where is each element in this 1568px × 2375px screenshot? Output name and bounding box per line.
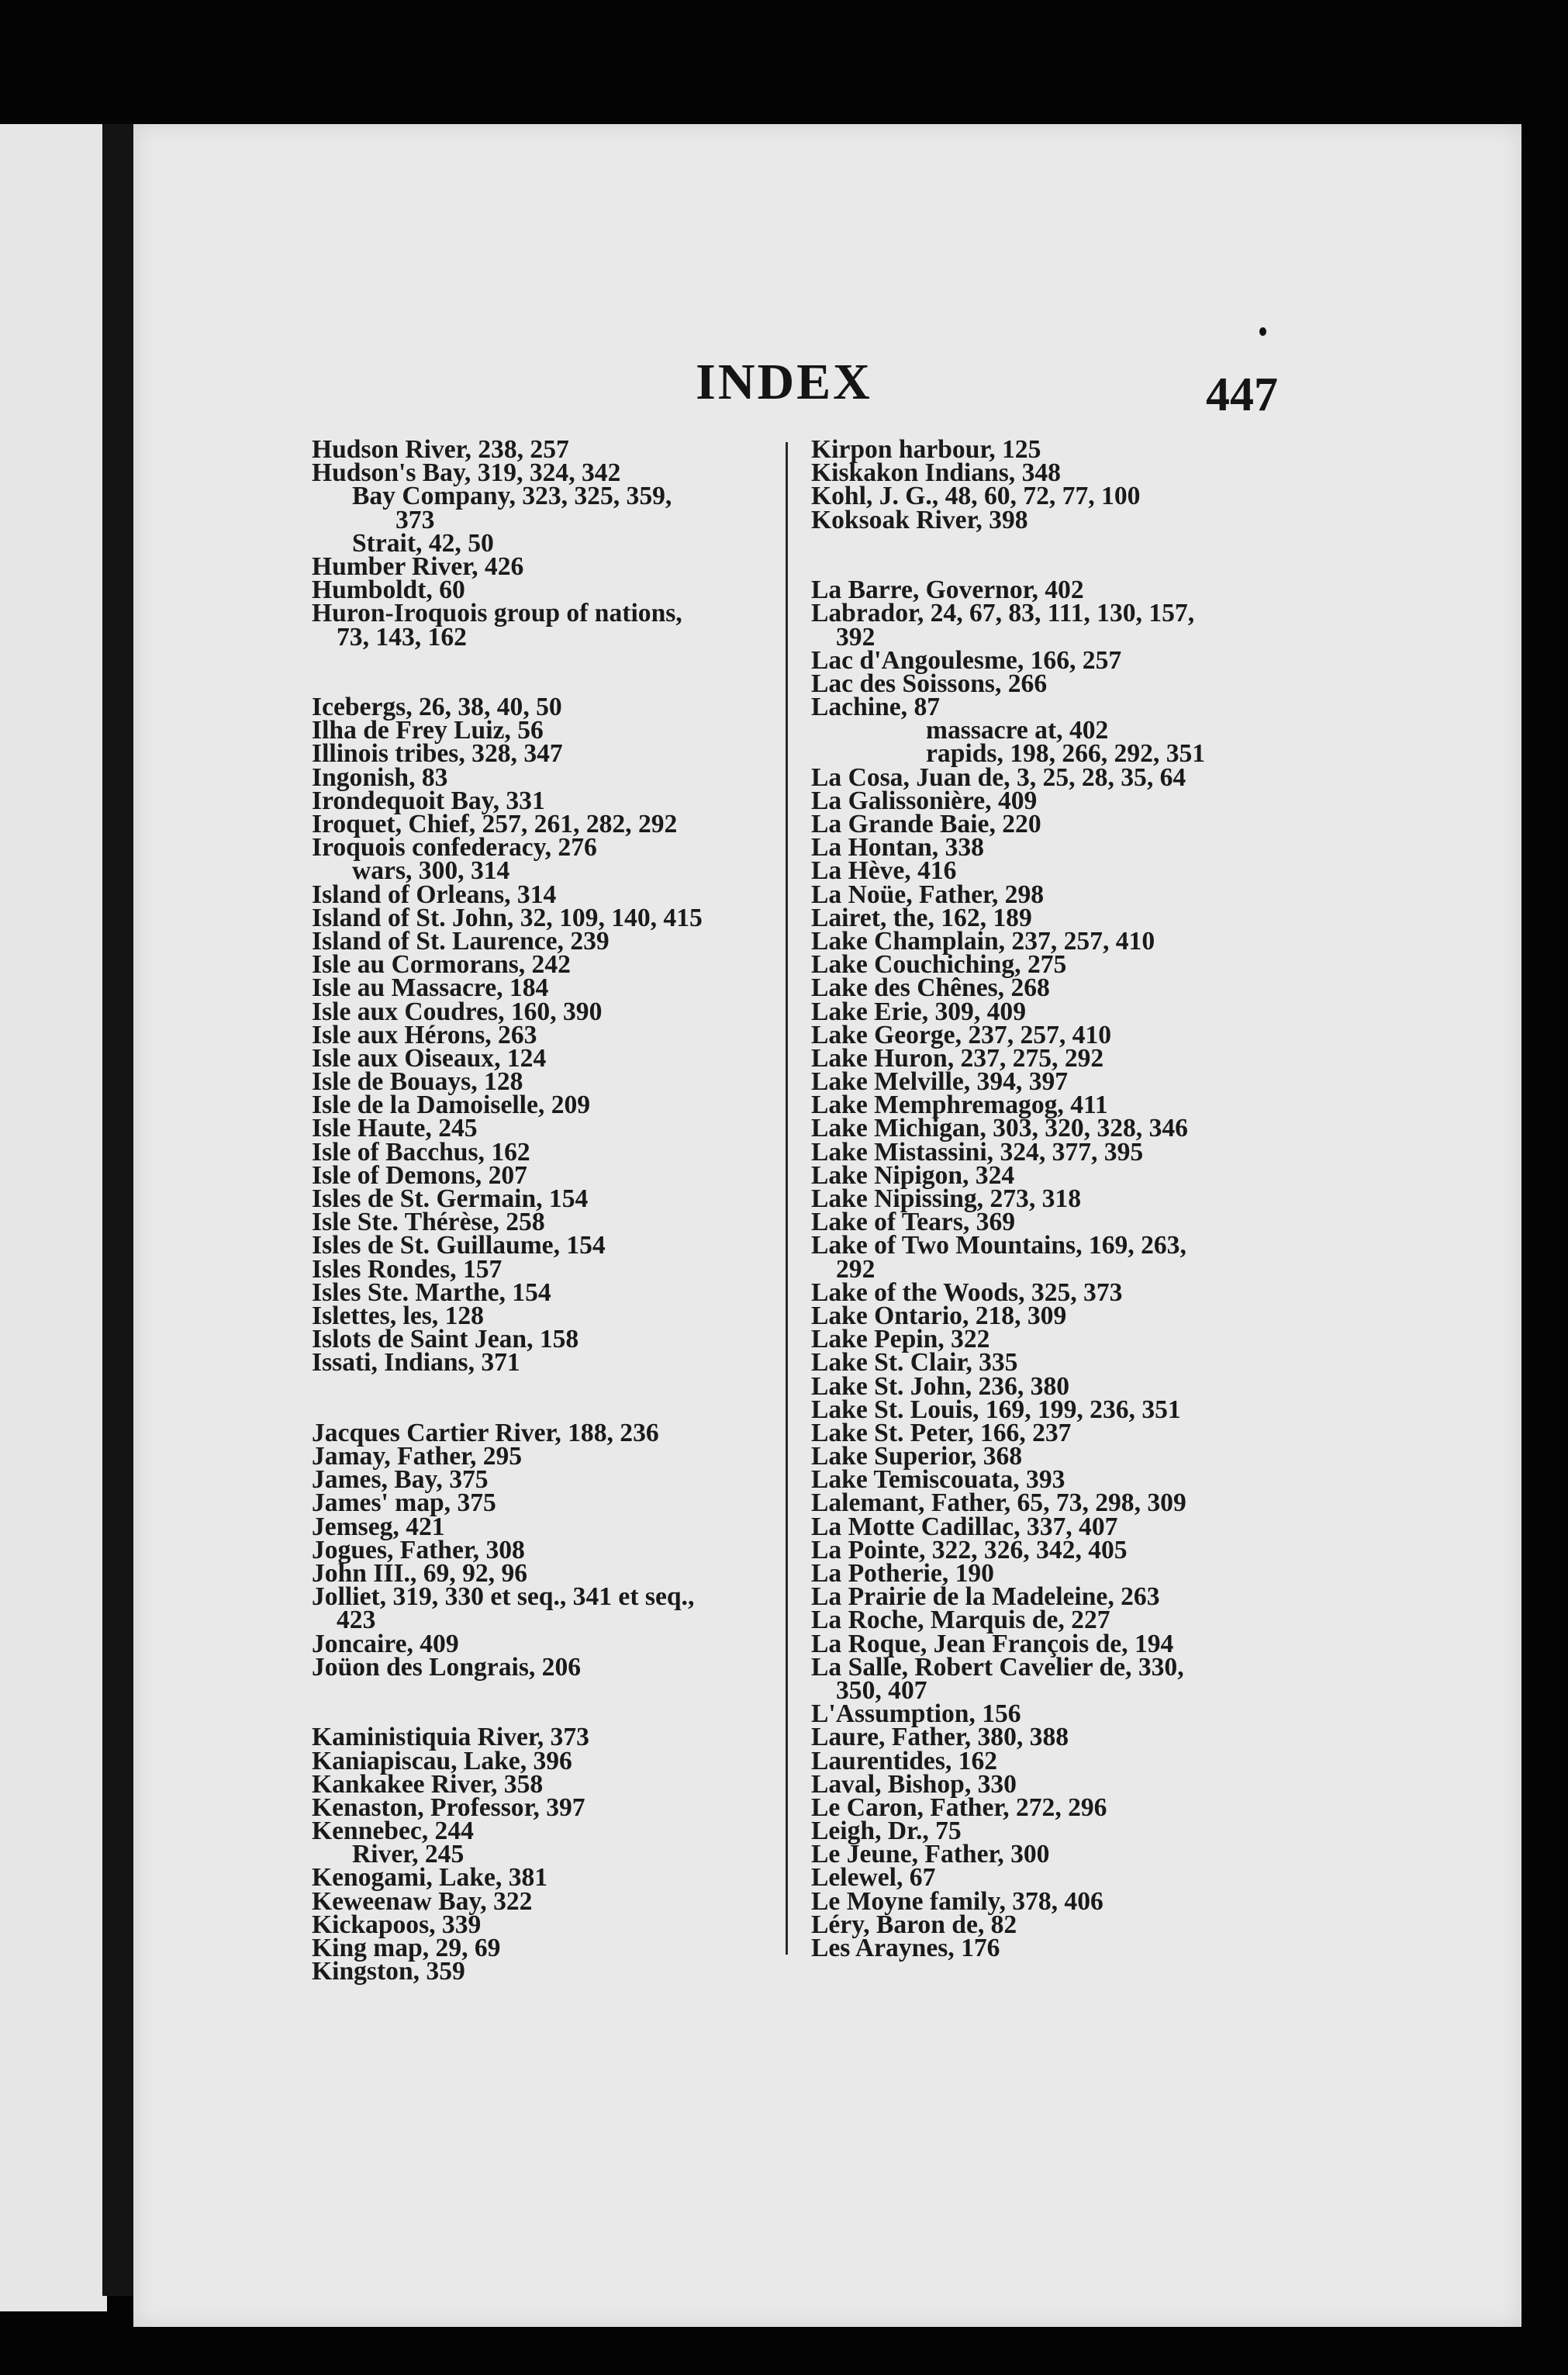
index-entry: Lake Couchiching, 275 <box>811 950 1067 980</box>
index-entry: Kiskakon Indians, 348 <box>811 458 1061 488</box>
index-entry: Lake des Chênes, 268 <box>811 973 1050 1003</box>
index-entry: Lake of Tears, 369 <box>811 1208 1016 1237</box>
index-entry: Lake Ontario, 218, 309 <box>811 1301 1067 1330</box>
index-entry: La Pointe, 322, 326, 342, 405 <box>811 1535 1128 1564</box>
index-entry: Kaministiquia River, 373 <box>312 1723 589 1752</box>
index-entry: Lake George, 237, 257, 410 <box>811 1020 1112 1049</box>
book-gutter <box>102 124 135 2296</box>
index-entry: Lachine, 87 <box>811 693 941 722</box>
index-entry: Isles de St. Germain, 154 <box>312 1184 589 1213</box>
index-entry: Laval, Bishop, 330 <box>811 1769 1017 1799</box>
index-entry: Jemseg, 421 <box>312 1512 445 1541</box>
index-entry: Laure, Father, 380, 388 <box>811 1723 1069 1752</box>
index-entry: Laurentides, 162 <box>811 1746 998 1775</box>
index-entry: Isle aux Oiseaux, 124 <box>312 1043 547 1073</box>
index-entry: La Potherie, 190 <box>811 1559 994 1588</box>
index-subentry: Strait, 42, 50 <box>352 528 494 558</box>
index-entry: La Noüe, Father, 298 <box>811 880 1045 909</box>
index-entry: La Prairie de la Madeleine, 263 <box>811 1582 1160 1612</box>
index-entry: Jolliet, 319, 330 et seq., 341 et seq., <box>312 1582 695 1612</box>
index-entry: Island of Orleans, 314 <box>312 880 557 909</box>
index-subentry: 373 <box>395 505 435 534</box>
index-entry: Lac des Soissons, 266 <box>811 669 1048 698</box>
index-entry: Lake Mistassini, 324, 377, 395 <box>811 1137 1144 1167</box>
index-entry: Island of St. Laurence, 239 <box>312 926 610 956</box>
index-entry: Lake of Two Mountains, 169, 263, <box>811 1231 1186 1260</box>
index-entry: Isles Ste. Marthe, 154 <box>312 1277 551 1307</box>
index-entry: L'Assumption, 156 <box>811 1699 1021 1729</box>
index-entry: Isle of Bacchus, 162 <box>312 1137 530 1167</box>
index-entry: Koksoak River, 398 <box>811 505 1028 534</box>
index-entry: Lake Superior, 368 <box>811 1442 1023 1471</box>
index-entry: Isle de la Damoiselle, 209 <box>312 1091 591 1120</box>
index-entry: Isle of Demons, 207 <box>312 1160 527 1190</box>
index-entry: Jamay, Father, 295 <box>312 1442 523 1471</box>
index-entry: Lake Pepin, 322 <box>811 1325 990 1354</box>
index-entry: Kenogami, Lake, 381 <box>312 1863 548 1893</box>
index-entry: Isle au Massacre, 184 <box>312 973 549 1003</box>
index-entry: Kohl, J. G., 48, 60, 72, 77, 100 <box>811 482 1141 511</box>
index-entry: La Grande Baie, 220 <box>811 810 1041 838</box>
index-entry: Isle au Cormorans, 242 <box>312 950 571 980</box>
index-entry: Kirpon harbour, 125 <box>811 435 1041 464</box>
index-entry: Kickapoos, 339 <box>312 1910 482 1939</box>
index-subentry: 423 <box>337 1606 376 1635</box>
index-entry: Island of St. John, 32, 109, 140, 415 <box>312 903 703 932</box>
index-entry: Les Araynes, 176 <box>811 1934 1000 1962</box>
index-entry: La Barre, Governor, 402 <box>811 576 1084 605</box>
index-entry: Jacques Cartier River, 188, 236 <box>312 1418 659 1447</box>
index-entry: Lake Michigan, 303, 320, 328, 346 <box>811 1114 1188 1143</box>
index-entry: Léry, Baron de, 82 <box>811 1910 1017 1939</box>
index-entry: Isles Rondes, 157 <box>312 1254 503 1284</box>
ink-speck <box>1259 327 1266 336</box>
section-gap <box>312 1375 777 1398</box>
index-subentry: wars, 300, 314 <box>352 856 510 886</box>
index-entry: La Roque, Jean François de, 194 <box>811 1629 1174 1658</box>
index-entry: Kenaston, Professor, 397 <box>312 1792 585 1822</box>
index-subentry: 292 <box>836 1254 876 1284</box>
index-subentry: River, 245 <box>352 1840 465 1869</box>
index-subentry: 392 <box>836 622 876 652</box>
index-entry: Iroquois confederacy, 276 <box>312 833 597 863</box>
index-entry: La Hève, 416 <box>811 856 957 886</box>
index-entry: Hudson's Bay, 319, 324, 342 <box>312 458 621 488</box>
index-entry: Illinois tribes, 328, 347 <box>312 739 563 769</box>
index-entry: La Galissonière, 409 <box>811 786 1038 815</box>
index-subentry: massacre at, 402 <box>926 716 1109 745</box>
index-entry: Issati, Indians, 371 <box>312 1348 520 1378</box>
index-entry: Hudson River, 238, 257 <box>312 435 569 464</box>
section-gap <box>811 532 1276 555</box>
index-entry: Kankakee River, 358 <box>312 1769 544 1799</box>
index-entry: Isle Ste. Thérèse, 258 <box>312 1208 545 1237</box>
index-entry: Lake St. Peter, 166, 237 <box>811 1418 1072 1447</box>
index-entry: Lalemant, Father, 65, 73, 298, 309 <box>811 1488 1186 1518</box>
index-entry: Lake St. Louis, 169, 199, 236, 351 <box>811 1395 1181 1424</box>
index-entry: Lelewel, 67 <box>811 1863 936 1893</box>
section-gap <box>312 649 777 672</box>
index-entry: Lake Huron, 237, 275, 292 <box>811 1043 1104 1073</box>
index-entry: La Roche, Marquis de, 227 <box>811 1606 1110 1635</box>
index-entry: Lac d'Angoulesme, 166, 257 <box>811 645 1122 675</box>
facing-page-edge <box>0 124 107 2311</box>
index-entry: Labrador, 24, 67, 83, 111, 130, 157, <box>811 599 1195 628</box>
index-entry: Isle aux Hérons, 263 <box>312 1020 537 1049</box>
index-entry: Joüon des Longrais, 206 <box>312 1652 582 1682</box>
index-entry: Lake St. Clair, 335 <box>811 1348 1018 1378</box>
index-entry: Lake Champlain, 237, 257, 410 <box>811 926 1155 956</box>
index-subentry: Bay Company, 323, 325, 359, <box>352 482 672 511</box>
index-entry: Ilha de Frey Luiz, 56 <box>312 716 544 745</box>
index-entry: Lairet, the, 162, 189 <box>811 903 1032 932</box>
index-entry: Jogues, Father, 308 <box>312 1535 525 1564</box>
index-subentry: 350, 407 <box>836 1675 927 1705</box>
index-entry: Icebergs, 26, 38, 40, 50 <box>312 693 562 722</box>
index-entry: Lake Temiscouata, 393 <box>811 1465 1065 1495</box>
index-entry: Kennebec, 244 <box>312 1817 474 1846</box>
index-entry: Le Caron, Father, 272, 296 <box>811 1792 1107 1822</box>
index-entry: Irondequoit Bay, 331 <box>312 786 545 815</box>
index-entry: Isle Haute, 245 <box>312 1114 478 1143</box>
index-entry: Leigh, Dr., 75 <box>811 1817 962 1846</box>
index-entry: Kaniapiscau, Lake, 396 <box>312 1746 572 1775</box>
index-entry: Humber River, 426 <box>312 551 524 581</box>
index-entry: Lake Melville, 394, 397 <box>811 1067 1069 1097</box>
column-divider <box>786 442 788 1955</box>
index-entry: La Hontan, 338 <box>811 833 984 863</box>
index-entry: Humboldt, 60 <box>312 576 465 605</box>
index-entry: La Cosa, Juan de, 3, 25, 28, 35, 64 <box>811 762 1186 792</box>
index-entry: Lake Nipissing, 273, 318 <box>811 1184 1081 1213</box>
index-entry: Isle aux Coudres, 160, 390 <box>312 997 603 1026</box>
index-entry: Ingonish, 83 <box>312 762 448 792</box>
page-title: INDEX <box>696 354 872 410</box>
index-entry: Lake Nipigon, 324 <box>811 1160 1015 1190</box>
index-entry: Iroquet, Chief, 257, 261, 282, 292 <box>312 810 678 838</box>
page-number: 447 <box>1206 368 1278 421</box>
index-entry: La Salle, Robert Cavelier de, 330, <box>811 1652 1184 1682</box>
index-entry: Lake of the Woods, 325, 373 <box>811 1277 1123 1307</box>
index-subentry: rapids, 198, 266, 292, 351 <box>926 739 1206 769</box>
index-entry: James' map, 375 <box>312 1488 496 1518</box>
index-entry: Isle de Bouays, 128 <box>312 1067 523 1097</box>
index-entry: John III., 69, 92, 96 <box>312 1559 528 1588</box>
index-entry: Keweenaw Bay, 322 <box>312 1886 533 1916</box>
index-column-left <box>312 435 777 1986</box>
index-entry: Lake St. John, 236, 380 <box>811 1371 1070 1401</box>
index-subentry: 73, 143, 162 <box>337 622 467 652</box>
index-column-right <box>811 435 1276 1962</box>
index-entry: Isles de St. Guillaume, 154 <box>312 1231 606 1260</box>
index-entry: Joncaire, 409 <box>312 1629 459 1658</box>
index-entry: Lake Erie, 309, 409 <box>811 997 1027 1026</box>
index-entry: Huron-Iroquois group of nations, <box>312 599 682 628</box>
index-entry: Islettes, les, 128 <box>312 1301 484 1330</box>
index-entry: Kingston, 359 <box>312 1957 465 1986</box>
index-entry: Le Jeune, Father, 300 <box>811 1840 1050 1869</box>
index-entry: King map, 29, 69 <box>312 1934 501 1962</box>
index-entry: Le Moyne family, 378, 406 <box>811 1886 1103 1916</box>
index-entry: James, Bay, 375 <box>312 1465 489 1495</box>
index-entry: Lake Memphremagog, 411 <box>811 1091 1108 1120</box>
section-gap <box>312 1679 777 1703</box>
index-entry: Islots de Saint Jean, 158 <box>312 1325 579 1354</box>
index-entry: La Motte Cadillac, 337, 407 <box>811 1512 1118 1541</box>
